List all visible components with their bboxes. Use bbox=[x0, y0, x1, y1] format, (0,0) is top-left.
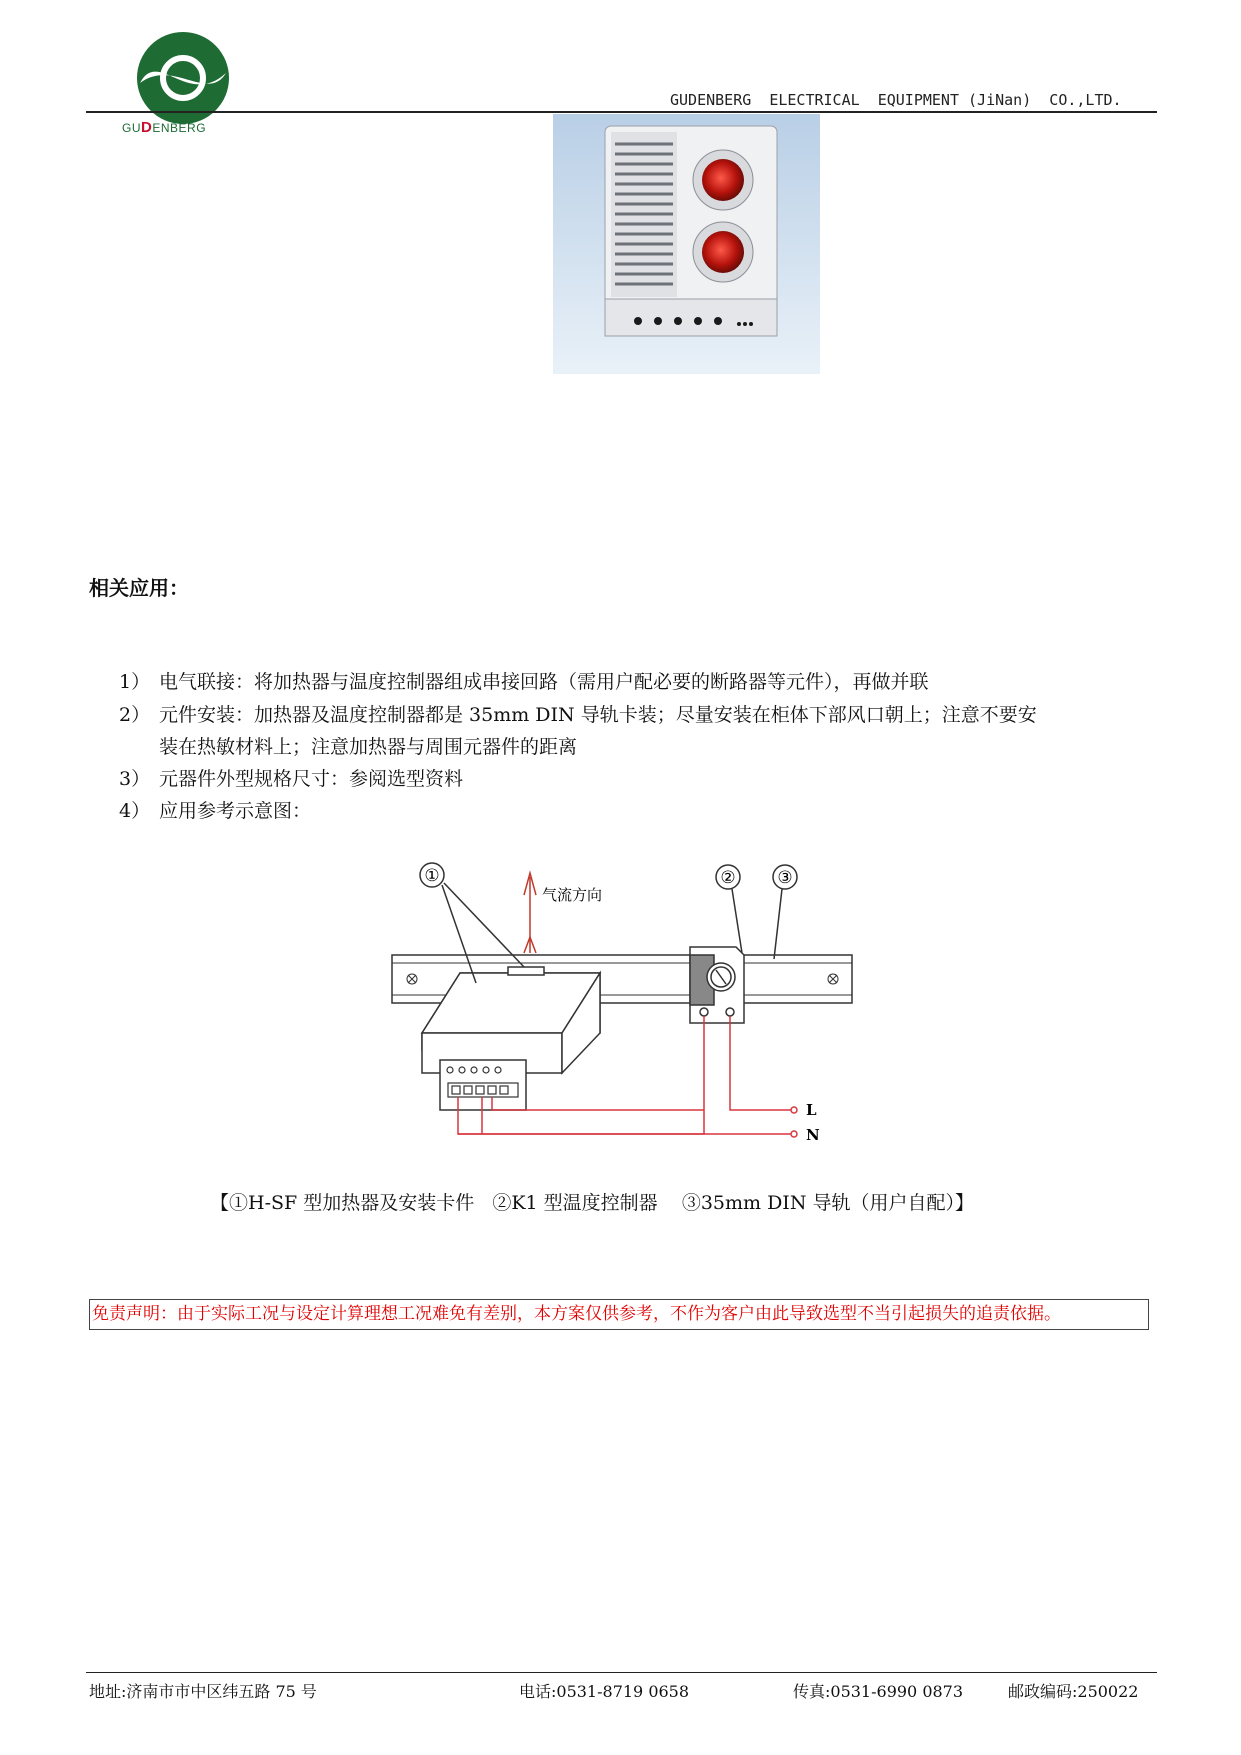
footer-fax: 传真:0531-6990 0873 bbox=[793, 1682, 964, 1701]
company-name: GUDENBERG ELECTRICAL EQUIPMENT (JiNan) CO.,LTD. bbox=[670, 91, 1122, 109]
diagram-caption: 【①H-SF 型加热器及安装卡件 ②K1 型温度控制器 ③35mm DIN 导轨（用户自配）】 bbox=[210, 1192, 974, 1214]
product-photo bbox=[553, 114, 820, 374]
footer-divider bbox=[86, 1672, 1157, 1673]
list-item-continuation: 装在热敏材料上；注意加热器与周围元器件的距离 bbox=[159, 736, 578, 758]
list-item: 2） 元件安装：加热器及温度控制器都是 35mm DIN 导轨卡装；尽量安装在柜体下部风口朝上；注意不要安 bbox=[119, 704, 1037, 726]
footer-postcode: 邮政编码:250022 bbox=[1008, 1682, 1139, 1701]
terminal-n-icon bbox=[791, 1131, 797, 1137]
section-heading: 相关应用： bbox=[89, 576, 189, 600]
list-item: 3） 元器件外型规格尺寸：参阅选型资料 bbox=[119, 768, 464, 790]
list-item: 4） 应用参考示意图： bbox=[119, 800, 312, 822]
terminal-l-label: L bbox=[806, 1101, 817, 1119]
thermostat-unit bbox=[690, 947, 744, 1023]
logo-wordmark: GUDENBERG bbox=[122, 119, 207, 136]
terminal-l-icon bbox=[791, 1107, 797, 1113]
wiring-diagram bbox=[390, 855, 870, 1165]
footer-phone: 电话:0531-8719 0658 bbox=[519, 1682, 690, 1701]
terminal-n-label: N bbox=[806, 1126, 820, 1144]
header-divider bbox=[86, 111, 1157, 113]
callout-thermostat: ② bbox=[720, 868, 736, 888]
callout-heater: ① bbox=[424, 866, 440, 886]
airflow-arrow-icon bbox=[524, 873, 536, 953]
airflow-label: 气流方向 bbox=[542, 886, 603, 904]
callout-din-rail: ③ bbox=[777, 868, 793, 888]
list-item: 1） 电气联接：将加热器与温度控制器组成串接回路（需用户配必要的断路器等元件），再做并联 bbox=[119, 671, 929, 693]
footer-address: 地址:济南市市中区纬五路 75 号 bbox=[89, 1682, 317, 1701]
disclaimer-box: 免责声明：由于实际工况与设定计算理想工况难免有差别，本方案仅供参考，不作为客户由此导致选型不当引起损失的追责依据。 bbox=[89, 1299, 1149, 1330]
